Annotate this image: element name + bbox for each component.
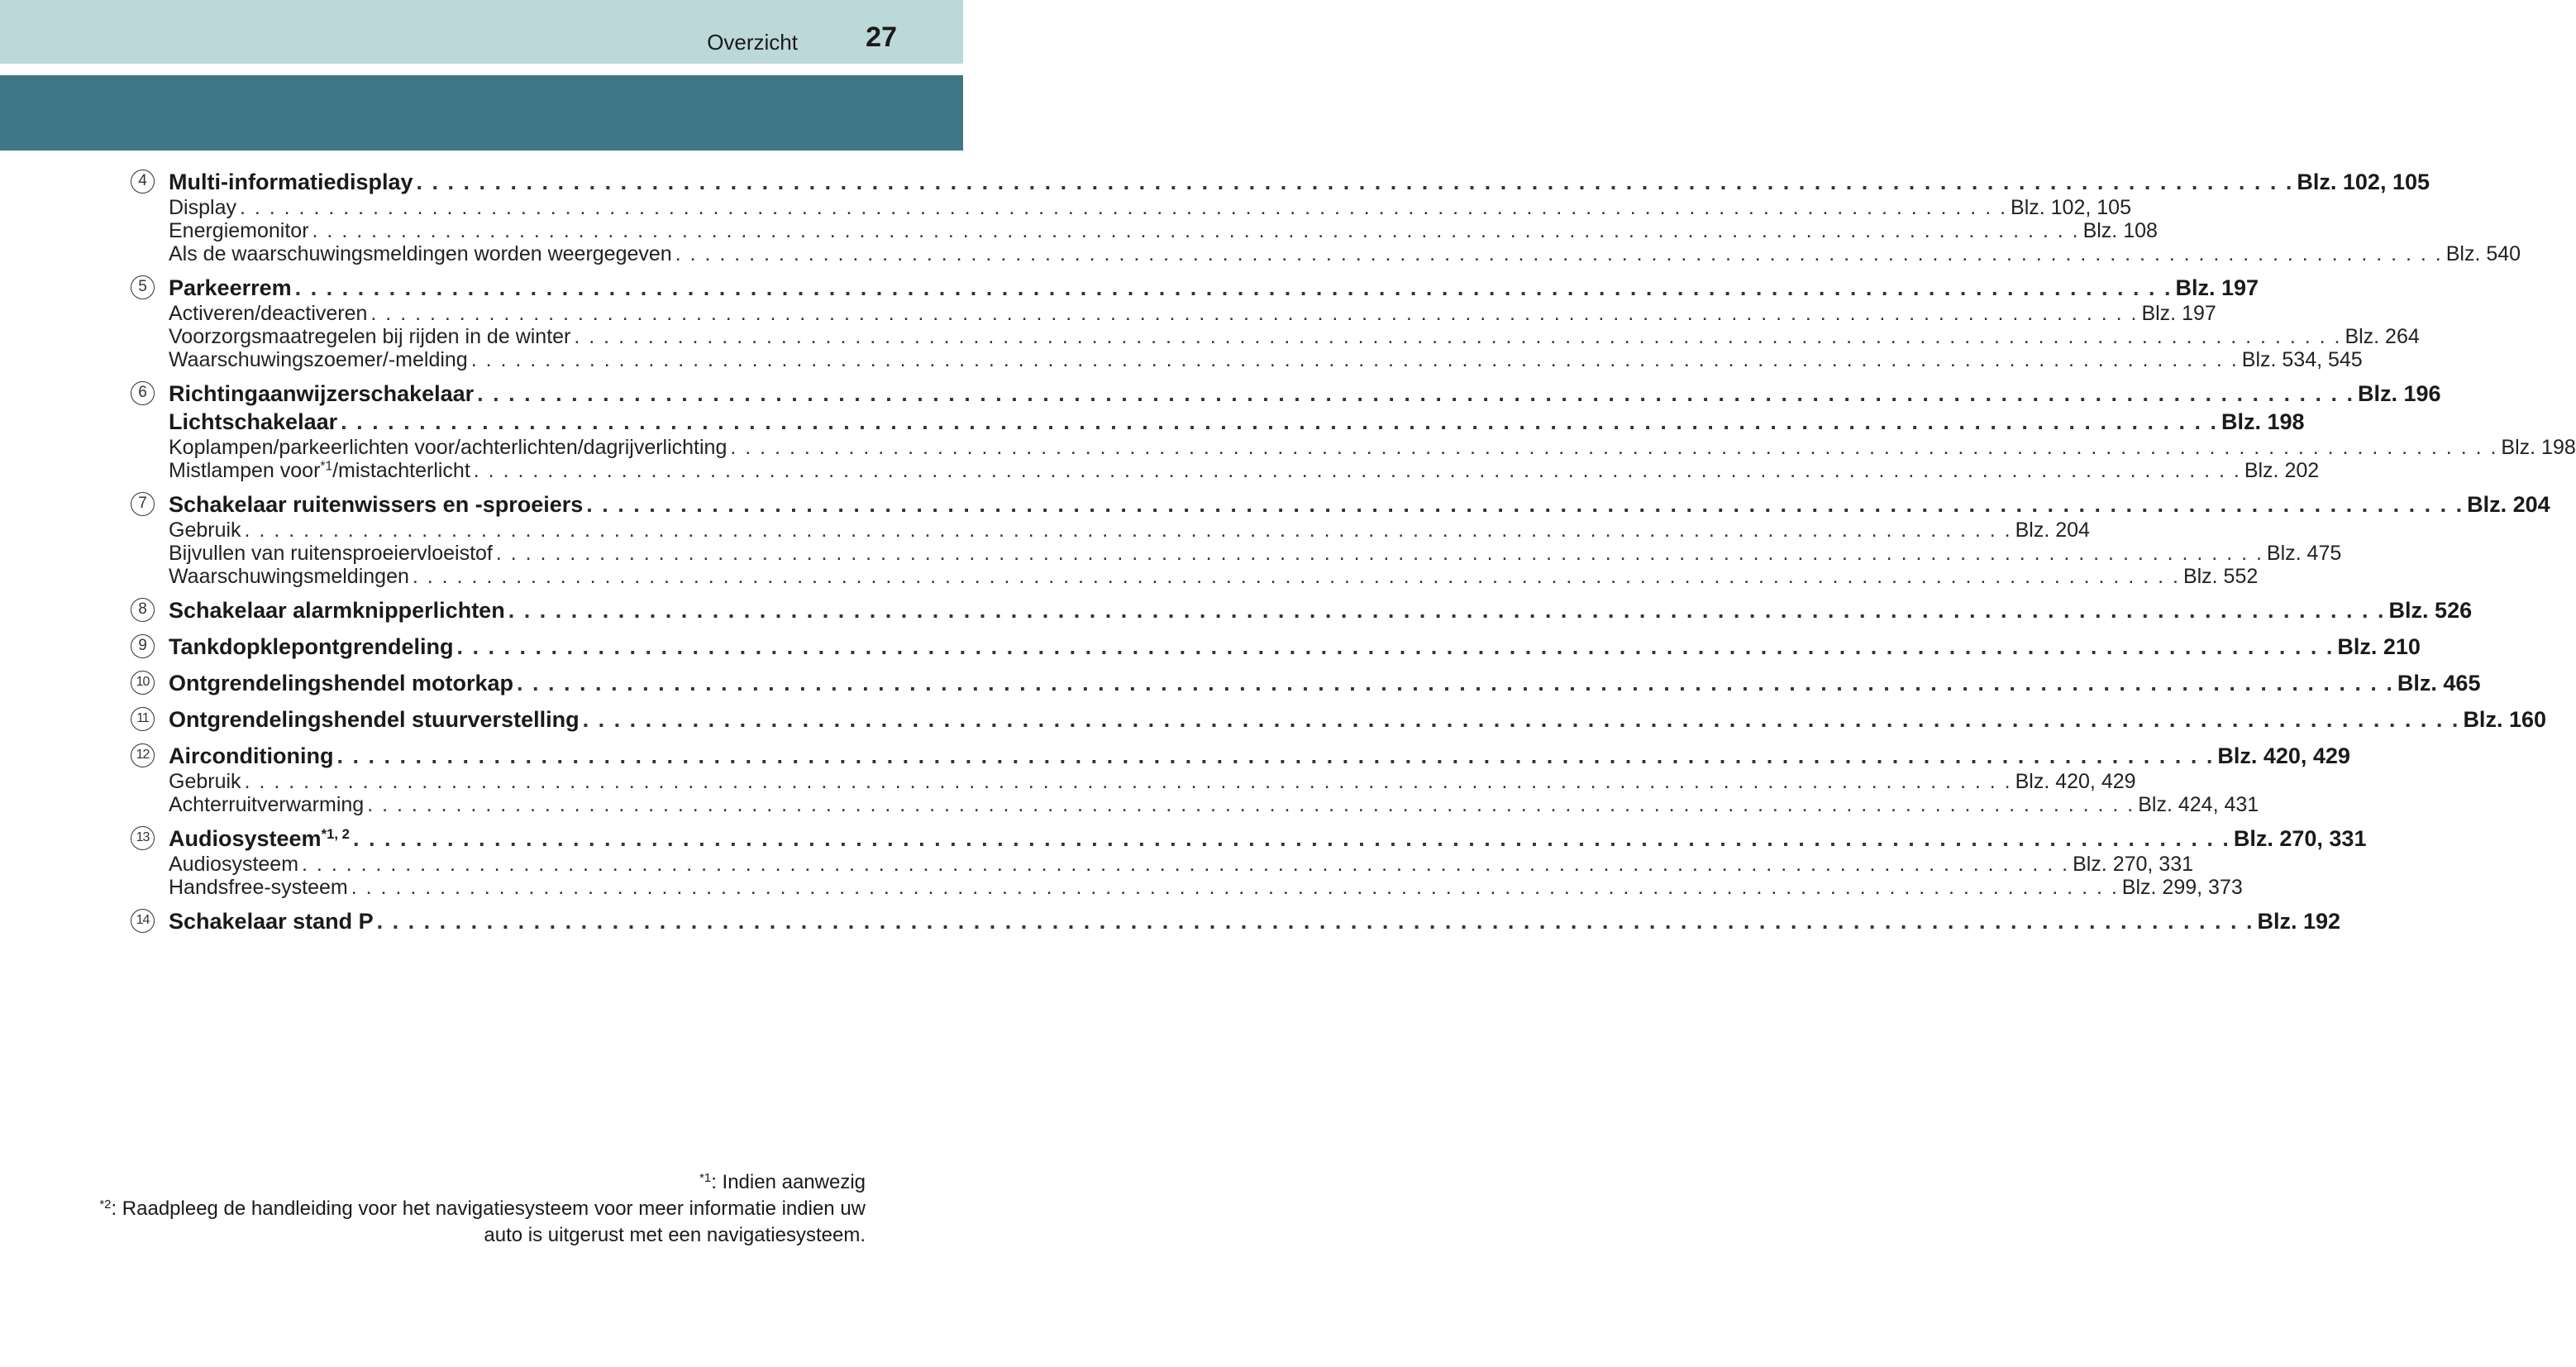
index-subentry — [169, 542, 2342, 565]
entry-label-text: Multi-informatiedisplay — [169, 170, 413, 194]
entry-label-text: Audiosysteem — [169, 853, 299, 876]
entry-label — [169, 325, 570, 348]
footnotes — [80, 1169, 866, 1249]
page-number: 27 — [866, 22, 897, 53]
entry-label-text: Handsfree-systeem — [169, 876, 348, 899]
entry-label — [169, 348, 468, 371]
entry-label — [169, 876, 348, 899]
entry-label-text: Parkeerrem — [169, 275, 292, 300]
index-group — [131, 705, 2546, 734]
entry-label — [169, 459, 470, 482]
footnote-text: auto is uitgerust met een navigatiesysteem. — [484, 1224, 866, 1246]
page-reference: Blz. 198 — [2221, 409, 2305, 434]
entry-label — [169, 853, 298, 876]
entry-label-text: Energiemonitor — [169, 219, 309, 242]
page-reference: Blz. 197 — [2141, 302, 2216, 325]
footnote-line — [80, 1196, 866, 1222]
entry-label-text: Achterruitverwarming — [169, 793, 365, 816]
dot-leader: . . . . . . . . . . . . . . . . . . . . . . . . . . . . . . . . . . . . . . . . . . . . . . . . . . . . . . . . . . . . . . . . . . . . . . . . . . . . . . . . . . . . . . . . . . . . . . . . . . . . . . . . . . . . . . . . . . . . . . . . — [582, 707, 2460, 732]
footnote-text: : Indien aanwezig — [711, 1171, 866, 1193]
entry-label-text: Activeren/deactiveren — [169, 302, 368, 325]
entry-label-text: Koplampen/parkeerlichten voor/achterlichten/dagrijverlichting — [169, 436, 727, 459]
dot-leader: . . . . . . . . . . . . . . . . . . . . . . . . . . . . . . . . . . . . . . . . . . . . . . . . . . . . . . . . . . . . . . . . . . . . . . . . . . . . . . . . . . . . . . . . . . . . . . . . . . . . . . . . . . . . . . . . . . . . . . . . — [294, 275, 2173, 300]
dot-leader: . . . . . . . . . . . . . . . . . . . . . . . . . . . . . . . . . . . . . . . . . . . . . . . . . . . . . . . . . . . . . . . . . . . . . . . . . . . . . . . . . . . . . . . . . . . . . . . . . . . . . . . . . . . . . . . . . . . . . . . . — [517, 671, 2394, 695]
entry-label-text: Mistlampen voor — [169, 459, 321, 482]
dot-leader: . . . . . . . . . . . . . . . . . . . . . . . . . . . . . . . . . . . . . . . . . . . . . . . . . . . . . . . . . . . . . . . . . . . . . . . . . . . . . . . . . . . . . . . . . . . . . . . . . . . . . . . . . . . . . . . . . . . . . . . . — [302, 853, 2070, 876]
page-reference: Blz. 192 — [2257, 909, 2341, 934]
index-subentry — [169, 770, 2136, 793]
entry-label — [169, 770, 241, 793]
index-subentry — [169, 196, 2131, 219]
index-group — [131, 633, 2421, 661]
page-reference: Blz. 210 — [2337, 634, 2421, 659]
index-entry — [169, 274, 2259, 302]
index-entry — [169, 596, 2473, 624]
entry-label — [169, 408, 337, 436]
dot-leader: . . . . . . . . . . . . . . . . . . . . . . . . . . . . . . . . . . . . . . . . . . . . . . . . . . . . . . . . . . . . . . . . . . . . . . . . . . . . . . . . . . . . . . . . . . . . . . . . . . . . . . . . . . . . . . . . . . . . . . . . — [574, 325, 2342, 348]
page-reference: Blz. 534, 545 — [2241, 348, 2363, 371]
entry-label-text: Gebruik — [169, 770, 241, 793]
page-reference: Blz. 270, 331 — [2073, 853, 2194, 876]
index-subentry — [169, 325, 2420, 348]
index-subentry — [169, 876, 2243, 899]
page-reference: Blz. 102, 105 — [2297, 170, 2430, 194]
footnote-ref: *1 — [320, 459, 333, 474]
dot-leader: . . . . . . . . . . . . . . . . . . . . . . . . . . . . . . . . . . . . . . . . . . . . . . . . . . . . . . . . . . . . . . . . . . . . . . . . . . . . . . . . . . . . . . . . . . . . . . . . . . . . . . . . . . . . . . . . . . . . . . . . — [473, 459, 2241, 482]
dot-leader: . . . . . . . . . . . . . . . . . . . . . . . . . . . . . . . . . . . . . . . . . . . . . . . . . . . . . . . . . . . . . . . . . . . . . . . . . . . . . . . . . . . . . . . . . . . . . . . . . . . . . . . . . . . . . . . . . . . . . . . . — [341, 409, 2218, 434]
page-reference: Blz. 204 — [2015, 519, 2090, 542]
footnote-line — [80, 1222, 866, 1249]
index-entry — [169, 907, 2341, 935]
dot-leader: . . . . . . . . . . . . . . . . . . . . . . . . . . . . . . . . . . . . . . . . . . . . . . . . . . . . . . . . . . . . . . . . . . . . . . . . . . . . . . . . . . . . . . . . . . . . . . . . . . . . . . . . . . . . . . . . . . . . . . . . — [456, 634, 2335, 659]
entry-label — [169, 825, 350, 853]
dot-leader: . . . . . . . . . . . . . . . . . . . . . . . . . . . . . . . . . . . . . . . . . . . . . . . . . . . . . . . . . . . . . . . . . . . . . . . . . . . . . . . . . . . . . . . . . . . . . . . . . . . . . . . . . . . . . . . . . . . . . . . . — [508, 598, 2386, 623]
circled-number-marker: 10 — [131, 671, 155, 695]
dot-leader: . . . . . . . . . . . . . . . . . . . . . . . . . . . . . . . . . . . . . . . . . . . . . . . . . . . . . . . . . . . . . . . . . . . . . . . . . . . . . . . . . . . . . . . . . . . . . . . . . . . . . . . . . . . . . . . . . . . . . . . . — [367, 793, 2135, 816]
dot-leader: . . . . . . . . . . . . . . . . . . . . . . . . . . . . . . . . . . . . . . . . . . . . . . . . . . . . . . . . . . . . . . . . . . . . . . . . . . . . . . . . . . . . . . . . . . . . . . . . . . . . . . . . . . . . . . . . . . . . . . . . — [353, 826, 2230, 851]
index-group — [131, 380, 2576, 482]
entry-label-text: Lichtschakelaar — [169, 409, 338, 434]
entry-label — [169, 436, 727, 459]
circled-number-marker: 8 — [131, 598, 155, 622]
page-reference: Blz. 424, 431 — [2138, 793, 2259, 816]
index-subentry — [169, 436, 2576, 459]
circled-number-marker: 12 — [131, 743, 155, 767]
entry-label — [169, 669, 513, 697]
entry-label — [169, 542, 493, 565]
footnote-mark: *2 — [99, 1197, 112, 1212]
index-group — [131, 596, 2473, 624]
dot-leader: . . . . . . . . . . . . . . . . . . . . . . . . . . . . . . . . . . . . . . . . . . . . . . . . . . . . . . . . . . . . . . . . . . . . . . . . . . . . . . . . . . . . . . . . . . . . . . . . . . . . . . . . . . . . . . . . . . . . . . . . — [495, 542, 2264, 565]
circled-number-marker: 9 — [131, 634, 155, 658]
entry-label — [169, 302, 367, 325]
page-reference: Blz. 475 — [2266, 542, 2342, 565]
dot-leader: . . . . . . . . . . . . . . . . . . . . . . . . . . . . . . . . . . . . . . . . . . . . . . . . . . . . . . . . . . . . . . . . . . . . . . . . . . . . . . . . . . . . . . . . . . . . . . . . . . . . . . . . . . . . . . . . . . . . . . . . — [586, 492, 2464, 517]
index-subentry — [169, 348, 2363, 371]
entry-label-text: Waarschuwingszoemer/-melding — [169, 348, 468, 371]
page-reference: Blz. 196 — [2358, 381, 2441, 406]
page-reference: Blz. 197 — [2175, 275, 2259, 300]
entry-label-text: /mistachterlicht — [332, 459, 470, 482]
index-entry — [169, 168, 2430, 196]
entry-label-text: Ontgrendelingshendel motorkap — [169, 671, 514, 695]
entry-label-text: Gebruik — [169, 519, 241, 542]
circled-number-marker: 13 — [131, 826, 155, 850]
dot-leader: . . . . . . . . . . . . . . . . . . . . . . . . . . . . . . . . . . . . . . . . . . . . . . . . . . . . . . . . . . . . . . . . . . . . . . . . . . . . . . . . . . . . . . . . . . . . . . . . . . . . . . . . . . . . . . . . . . . . . . . . — [412, 565, 2180, 588]
entry-label — [169, 793, 364, 816]
dot-leader: . . . . . . . . . . . . . . . . . . . . . . . . . . . . . . . . . . . . . . . . . . . . . . . . . . . . . . . . . . . . . . . . . . . . . . . . . . . . . . . . . . . . . . . . . . . . . . . . . . . . . . . . . . . . . . . . . . . . . . . . — [416, 170, 2294, 194]
index-entry — [169, 742, 2350, 770]
entry-label — [169, 633, 454, 661]
dot-leader: . . . . . . . . . . . . . . . . . . . . . . . . . . . . . . . . . . . . . . . . . . . . . . . . . . . . . . . . . . . . . . . . . . . . . . . . . . . . . . . . . . . . . . . . . . . . . . . . . . . . . . . . . . . . . . . . . . . . . . . . — [730, 436, 2498, 459]
dot-leader: . . . . . . . . . . . . . . . . . . . . . . . . . . . . . . . . . . . . . . . . . . . . . . . . . . . . . . . . . . . . . . . . . . . . . . . . . . . . . . . . . . . . . . . . . . . . . . . . . . . . . . . . . . . . . . . . . . . . . . . . — [336, 743, 2215, 768]
index-subentry — [169, 565, 2259, 588]
circled-number-marker: 11 — [131, 707, 155, 731]
dot-leader: . . . . . . . . . . . . . . . . . . . . . . . . . . . . . . . . . . . . . . . . . . . . . . . . . . . . . . . . . . . . . . . . . . . . . . . . . . . . . . . . . . . . . . . . . . . . . . . . . . . . . . . . . . . . . . . . . . . . . . . . — [312, 219, 2080, 242]
index-entry — [169, 669, 2481, 697]
chapter-band — [0, 75, 963, 151]
page-reference: Blz. 202 — [2244, 459, 2320, 482]
entry-label — [169, 907, 374, 935]
entry-label — [169, 196, 236, 219]
entry-label-text: Ontgrendelingshendel stuurverstelling — [169, 707, 580, 732]
index-subentry — [169, 302, 2216, 325]
index-subentry — [169, 853, 2194, 876]
index-group — [131, 490, 2550, 588]
circled-number-marker: 4 — [131, 170, 155, 194]
entry-label-text: Tankdopklepontgrendeling — [169, 634, 454, 659]
dot-leader: . . . . . . . . . . . . . . . . . . . . . . . . . . . . . . . . . . . . . . . . . . . . . . . . . . . . . . . . . . . . . . . . . . . . . . . . . . . . . . . . . . . . . . . . . . . . . . . . . . . . . . . . . . . . . . . . . . . . . . . . — [370, 302, 2139, 325]
footnote-line — [80, 1169, 866, 1196]
entry-label-text: Display — [169, 196, 236, 219]
index-group — [131, 825, 2367, 899]
page-reference: Blz. 526 — [2388, 598, 2473, 623]
circled-number-marker: 7 — [131, 492, 155, 516]
index-group — [131, 168, 2521, 265]
page-reference: Blz. 198 — [2501, 436, 2576, 459]
index-entry — [169, 825, 2367, 853]
page-reference: Blz. 540 — [2445, 242, 2521, 265]
index-subentry — [169, 519, 2090, 542]
index-entry — [169, 408, 2305, 436]
index-subentry — [169, 793, 2259, 816]
entry-label — [169, 565, 409, 588]
dot-leader: . . . . . . . . . . . . . . . . . . . . . . . . . . . . . . . . . . . . . . . . . . . . . . . . . . . . . . . . . . . . . . . . . . . . . . . . . . . . . . . . . . . . . . . . . . . . . . . . . . . . . . . . . . . . . . . . . . . . . . . . — [675, 242, 2443, 265]
entry-label — [169, 274, 292, 302]
entry-label — [169, 242, 672, 265]
dot-leader: . . . . . . . . . . . . . . . . . . . . . . . . . . . . . . . . . . . . . . . . . . . . . . . . . . . . . . . . . . . . . . . . . . . . . . . . . . . . . . . . . . . . . . . . . . . . . . . . . . . . . . . . . . . . . . . . . . . . . . . . — [244, 519, 2012, 542]
entry-label-text: Schakelaar ruitenwissers en -sproeiers — [169, 492, 584, 517]
entry-label-text: Airconditioning — [169, 743, 334, 768]
dot-leader: . . . . . . . . . . . . . . . . . . . . . . . . . . . . . . . . . . . . . . . . . . . . . . . . . . . . . . . . . . . . . . . . . . . . . . . . . . . . . . . . . . . . . . . . . . . . . . . . . . . . . . . . . . . . . . . . . . . . . . . . — [470, 348, 2239, 371]
index-group — [131, 742, 2350, 816]
page-reference: Blz. 420, 429 — [2217, 743, 2350, 768]
entry-label-text: Als de waarschuwingsmeldingen worden weergegeven — [169, 242, 672, 265]
entry-label — [169, 742, 333, 770]
entry-label — [169, 219, 309, 242]
section-title: Overzicht — [707, 30, 798, 55]
entry-label-text: Voorzorgsmaatregelen bij rijden in de winter — [169, 325, 571, 348]
index-group — [131, 907, 2341, 935]
index-entry — [169, 633, 2421, 661]
dot-leader: . . . . . . . . . . . . . . . . . . . . . . . . . . . . . . . . . . . . . . . . . . . . . . . . . . . . . . . . . . . . . . . . . . . . . . . . . . . . . . . . . . . . . . . . . . . . . . . . . . . . . . . . . . . . . . . . . . . . . . . . — [376, 909, 2254, 934]
index-subentry — [169, 219, 2158, 242]
dot-leader: . . . . . . . . . . . . . . . . . . . . . . . . . . . . . . . . . . . . . . . . . . . . . . . . . . . . . . . . . . . . . . . . . . . . . . . . . . . . . . . . . . . . . . . . . . . . . . . . . . . . . . . . . . . . . . . . . . . . . . . . — [244, 770, 2012, 793]
page-reference: Blz. 108 — [2082, 219, 2158, 242]
entry-label — [169, 705, 580, 734]
index-entry — [169, 380, 2441, 408]
dot-leader: . . . . . . . . . . . . . . . . . . . . . . . . . . . . . . . . . . . . . . . . . . . . . . . . . . . . . . . . . . . . . . . . . . . . . . . . . . . . . . . . . . . . . . . . . . . . . . . . . . . . . . . . . . . . . . . . . . . . . . . . — [351, 876, 2119, 899]
page-reference: Blz. 465 — [2397, 671, 2481, 695]
entry-label-text: Waarschuwingsmeldingen — [169, 565, 409, 588]
entry-label — [169, 519, 241, 542]
index-list — [131, 168, 2576, 944]
entry-label-text: Richtingaanwijzerschakelaar — [169, 381, 475, 406]
entry-label — [169, 490, 583, 519]
circled-number-marker: 14 — [131, 909, 155, 933]
page-reference: Blz. 552 — [2182, 565, 2259, 588]
page-reference: Blz. 264 — [2345, 325, 2420, 348]
index-group — [131, 274, 2420, 371]
page-reference: Blz. 420, 429 — [2015, 770, 2136, 793]
footnote-mark: *1 — [699, 1171, 712, 1185]
index-entry — [169, 490, 2550, 519]
dot-leader: . . . . . . . . . . . . . . . . . . . . . . . . . . . . . . . . . . . . . . . . . . . . . . . . . . . . . . . . . . . . . . . . . . . . . . . . . . . . . . . . . . . . . . . . . . . . . . . . . . . . . . . . . . . . . . . . . . . . . . . . — [239, 196, 2008, 219]
footnote-ref: *1, 2 — [321, 825, 350, 842]
page-reference: Blz. 102, 105 — [2011, 196, 2131, 219]
entry-label-text: Schakelaar alarmknipperlichten — [169, 598, 505, 623]
page-reference: Blz. 204 — [2467, 492, 2550, 517]
entry-label — [169, 596, 505, 624]
index-entry — [169, 705, 2546, 734]
index-group — [131, 669, 2481, 697]
footnote-text: : Raadpleeg de handleiding voor het navigatiesysteem voor meer informatie indien uw — [111, 1197, 866, 1220]
page-reference: Blz. 270, 331 — [2233, 826, 2367, 851]
circled-number-marker: 5 — [131, 275, 155, 299]
dot-leader: . . . . . . . . . . . . . . . . . . . . . . . . . . . . . . . . . . . . . . . . . . . . . . . . . . . . . . . . . . . . . . . . . . . . . . . . . . . . . . . . . . . . . . . . . . . . . . . . . . . . . . . . . . . . . . . . . . . . . . . . — [477, 381, 2355, 406]
index-subentry — [169, 242, 2521, 265]
page-reference: Blz. 299, 373 — [2121, 876, 2243, 899]
entry-label-text: Bijvullen van ruitensproeiervloeistof — [169, 542, 493, 565]
index-subentry — [169, 459, 2320, 482]
header-band — [0, 0, 963, 64]
entry-label-text: Schakelaar stand P — [169, 909, 374, 934]
page-reference: Blz. 160 — [2463, 707, 2546, 732]
circled-number-marker: 6 — [131, 381, 155, 405]
entry-label-text: Audiosysteem — [169, 826, 322, 851]
entry-label — [169, 168, 413, 196]
entry-label — [169, 380, 474, 408]
